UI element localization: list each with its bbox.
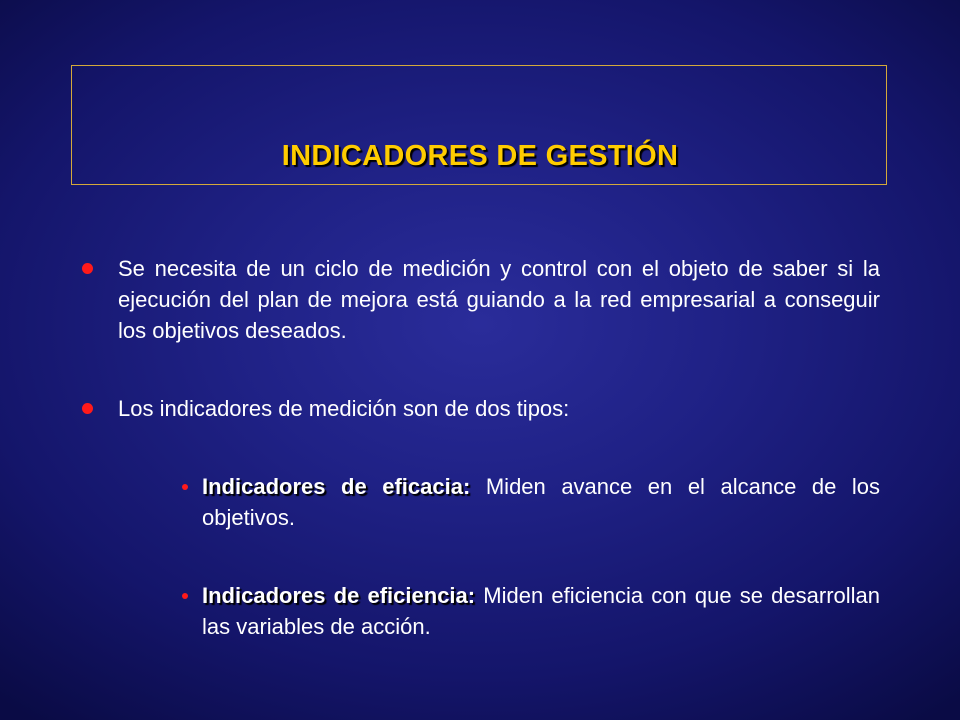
- term-label: Indicadores de eficacia:: [202, 474, 471, 499]
- red-bullet-icon: [82, 263, 93, 274]
- bullet-item-2: [82, 393, 880, 424]
- sub-bullet-text: [202, 580, 880, 642]
- slide-title: INDICADORES DE GESTIÓN: [281, 140, 679, 172]
- bullet-text: Se necesita de un ciclo de medición y control con el objeto de saber si la ejecución del plan de mejora está guiando a la red empresarial a conseguir los objetivos deseados.: [118, 256, 880, 343]
- bullet-text: Los indicadores de medición son de dos tipos:: [118, 396, 570, 421]
- term-description: Miden eficiencia con que se desarrollan las variables de acción.: [202, 583, 881, 639]
- sub-bullet-item-1: [182, 471, 880, 533]
- sub-bullet-text: [202, 471, 880, 533]
- red-bullet-icon: [82, 403, 93, 414]
- term-description: Miden avance en el alcance de los objetivos.: [202, 474, 881, 530]
- bullet-item-1: [82, 253, 880, 346]
- sub-bullet-item-2: [182, 580, 880, 642]
- small-red-bullet-icon: [182, 484, 188, 490]
- term-label: Indicadores de eficiencia:: [202, 583, 476, 608]
- small-red-bullet-icon: [182, 593, 188, 599]
